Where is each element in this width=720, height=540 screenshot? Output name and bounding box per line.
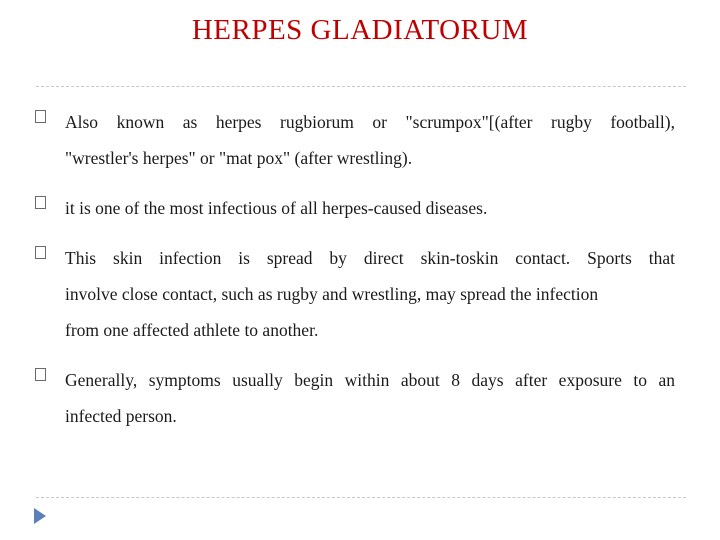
bullet-line: from one affected athlete to another. [65, 320, 319, 340]
square-bullet-icon [35, 246, 46, 259]
bullet-item [35, 190, 675, 226]
slide-title: HERPES GLADIATORUM [191, 14, 529, 46]
bottom-divider [36, 497, 686, 498]
bullet-line: infected person. [65, 406, 177, 426]
bullet-item [35, 240, 675, 348]
bullet-line: This skin infection is spread by direct skin-toskin contact. Sports that [65, 248, 675, 268]
bullet-line: it is one of the most infectious of all herpes-caused diseases. [65, 198, 488, 218]
bullet-line: "wrestler's herpes" or "mat pox" (after wrestling). [65, 148, 413, 168]
square-bullet-icon [35, 196, 46, 209]
bullet-line: Also known as herpes rugbiorum or "scrumpox"[(after rugby football), [65, 112, 675, 132]
square-bullet-icon [35, 110, 46, 123]
bullet-list [35, 104, 675, 434]
top-divider [36, 86, 686, 87]
bullet-line: Generally, symptoms usually begin within about 8 days after exposure to an [65, 370, 675, 390]
square-bullet-icon [35, 368, 46, 381]
triangle-right-icon[interactable] [33, 507, 47, 525]
bullet-line: involve close contact, such as rugby and wrestling, may spread the infection [65, 284, 599, 304]
bullet-item [35, 104, 675, 176]
bullet-item [35, 362, 675, 434]
